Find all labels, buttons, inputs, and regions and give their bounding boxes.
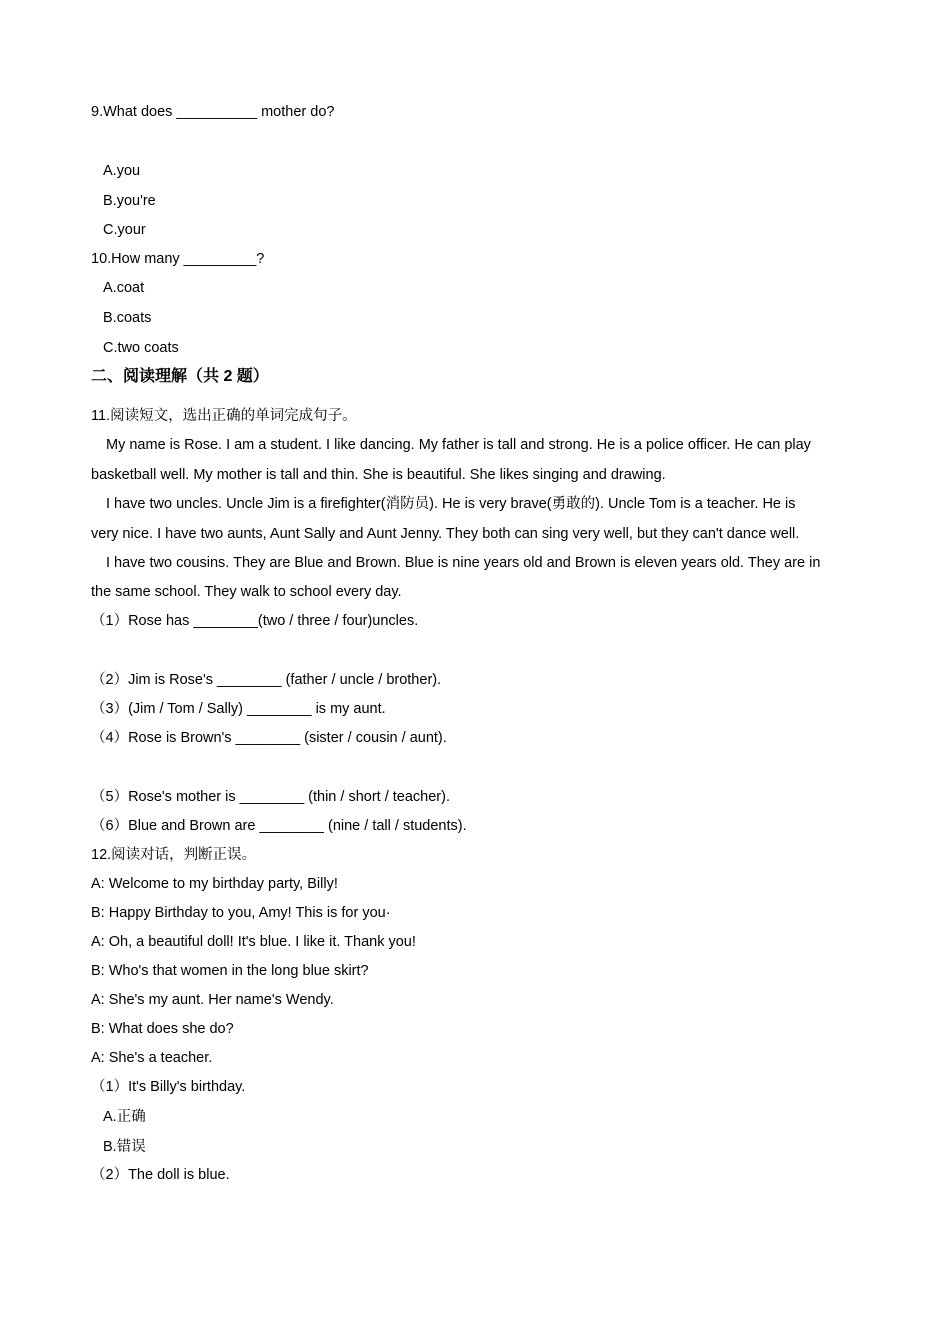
question-9-option-c: C.your: [103, 222, 146, 238]
question-9-option-b: B.you're: [103, 193, 156, 209]
dialogue-line: A: She's a teacher.: [91, 1050, 213, 1066]
question-9-option-a: A.you: [103, 163, 141, 179]
question-11-sub-1: （1）Rose has ________(two / three / four)uncles.: [91, 613, 419, 629]
section-2-heading: 二、阅读理解（共 2 题）: [91, 368, 269, 385]
question-12-sub-1-option-b: B.错误: [103, 1139, 146, 1155]
question-12-sub-1: （1）It's Billy's birthday.: [91, 1079, 246, 1095]
question-11-sub-2: （2）Jim is Rose's ________ (father / uncle / brother).: [91, 672, 442, 688]
passage-line: the same school. They walk to school every day.: [91, 584, 402, 600]
question-12-sub-1-option-a: A.正确: [103, 1109, 146, 1125]
dialogue-line: B: Happy Birthday to you, Amy! This is for you·: [91, 905, 391, 921]
question-11-stem: 11.阅读短文，选出正确的单词完成句子。: [91, 408, 357, 424]
question-10-option-b: B.coats: [103, 310, 152, 326]
dialogue-line: A: She's my aunt. Her name's Wendy.: [91, 992, 334, 1008]
question-12-sub-2: （2）The doll is blue.: [91, 1167, 230, 1183]
question-10-stem: 10.How many _________?: [91, 251, 265, 267]
passage-line: basketball well. My mother is tall and thin. She is beautiful. She likes singing and drawing.: [91, 467, 666, 483]
dialogue-line: B: Who's that women in the long blue skirt?: [91, 963, 369, 979]
passage-line: very nice. I have two aunts, Aunt Sally and Aunt Jenny. They both can sing very well, but they can't dance well.: [91, 526, 800, 542]
question-9-stem: 9.What does __________ mother do?: [91, 104, 335, 120]
passage-line: I have two cousins. They are Blue and Brown. Blue is nine years old and Brown is eleven years old. They are in: [106, 555, 821, 571]
passage-line: My name is Rose. I am a student. I like dancing. My father is tall and strong. He is a police officer. He can play: [106, 437, 811, 453]
question-12-stem: 12.阅读对话，判断正误。: [91, 847, 257, 863]
passage-line: I have two uncles. Uncle Jim is a firefighter(消防员). He is very brave(勇敢的). Uncle Tom is a teacher. He is: [106, 496, 796, 512]
dialogue-line: A: Oh, a beautiful doll! It's blue. I like it. Thank you!: [91, 934, 416, 950]
question-11-sub-4: （4）Rose is Brown's ________ (sister / cousin / aunt).: [91, 730, 447, 746]
dialogue-line: A: Welcome to my birthday party, Billy!: [91, 876, 338, 892]
dialogue-line: B: What does she do?: [91, 1021, 234, 1037]
question-11-sub-5: （5）Rose's mother is ________ (thin / short / teacher).: [91, 789, 450, 805]
question-10-option-c: C.two coats: [103, 340, 179, 356]
question-10-option-a: A.coat: [103, 280, 145, 296]
question-11-sub-3: （3）(Jim / Tom / Sally) ________ is my aunt.: [91, 701, 386, 717]
question-11-sub-6: （6）Blue and Brown are ________ (nine / tall / students).: [91, 818, 467, 834]
